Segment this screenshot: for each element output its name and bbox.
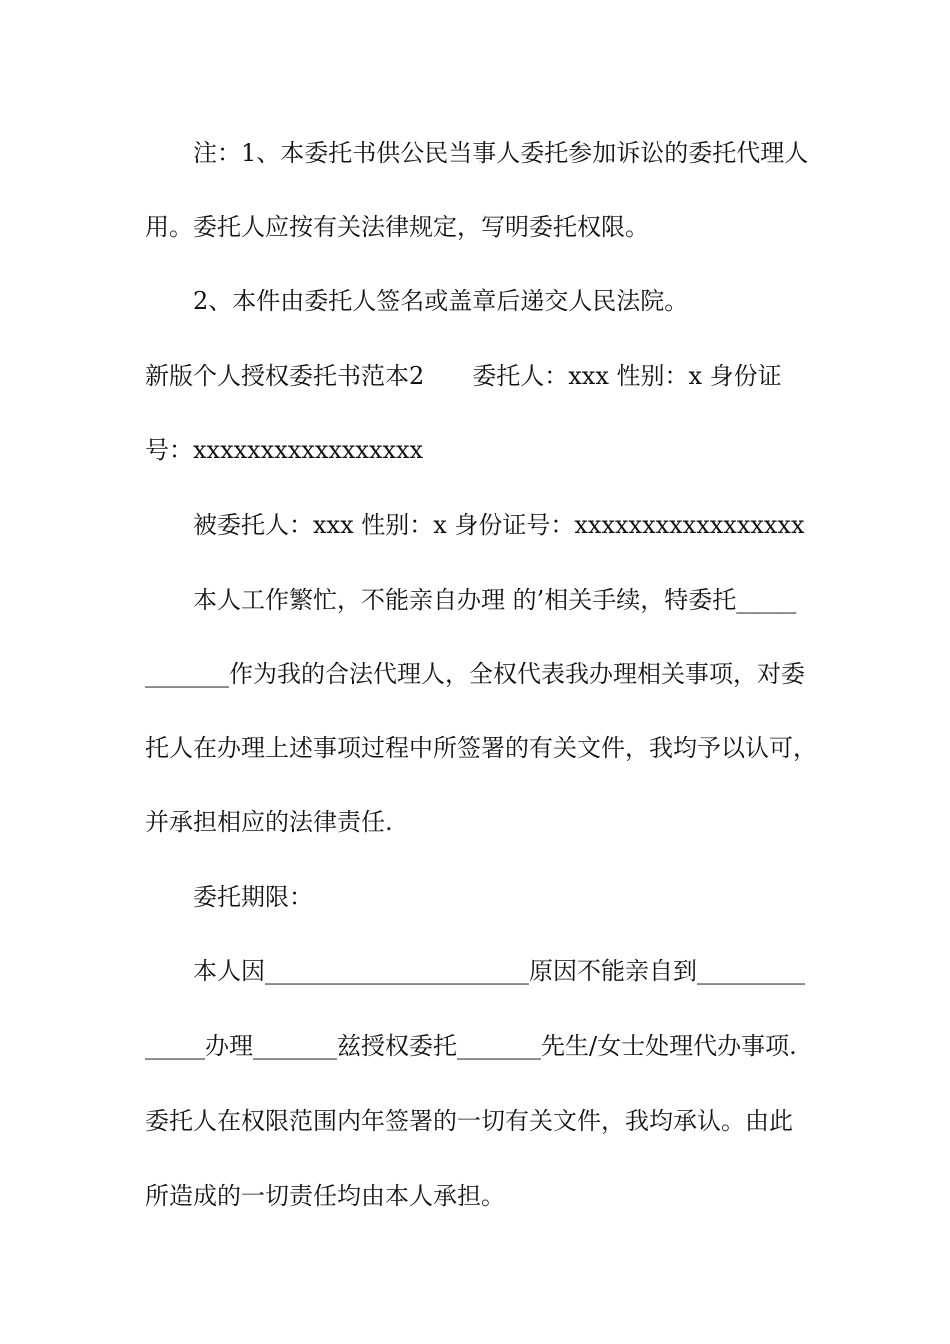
note-line-3: 2、本件由委托人签名或盖章后递交人民法院。: [193, 287, 689, 315]
reason-line-1: 本人因______________________原因不能亲自到_________: [193, 957, 805, 985]
note-line-2: 用。委托人应按有关法律规定，写明委托权限。: [145, 213, 649, 241]
body-line-4: 并承担相应的法律责任.: [145, 808, 393, 836]
body-line-2: _______作为我的合法代理人，全权代表我办理相关事项，对委: [145, 660, 805, 688]
body-line-1: 本人工作繁忙，不能亲自办理 的’相关手续，特委托_____: [193, 586, 797, 614]
term-heading: 委托期限：: [193, 883, 313, 911]
template-heading-line: 新版个人授权委托书范本2 委托人：xxx 性别：x 身份证: [145, 362, 782, 390]
body-line-3: 托人在办理上述事项过程中所签署的有关文件，我均予以认可，: [145, 734, 817, 762]
reason-line-2: _____办理_______兹授权委托_______先生/女士处理代办事项.: [145, 1032, 797, 1060]
principal-id-line: 号：xxxxxxxxxxxxxxxxx: [145, 436, 424, 464]
reason-line-4: 所造成的一切责任均由本人承担。: [145, 1182, 505, 1210]
note-line-1: 注：1、本委托书供公民当事人委托参加诉讼的委托代理人: [193, 139, 809, 167]
reason-line-3: 委托人在权限范围内年签署的一切有关文件，我均承认。由此: [145, 1107, 793, 1135]
agent-info-line: 被委托人：xxx 性别：x 身份证号：xxxxxxxxxxxxxxxxx: [193, 511, 805, 539]
